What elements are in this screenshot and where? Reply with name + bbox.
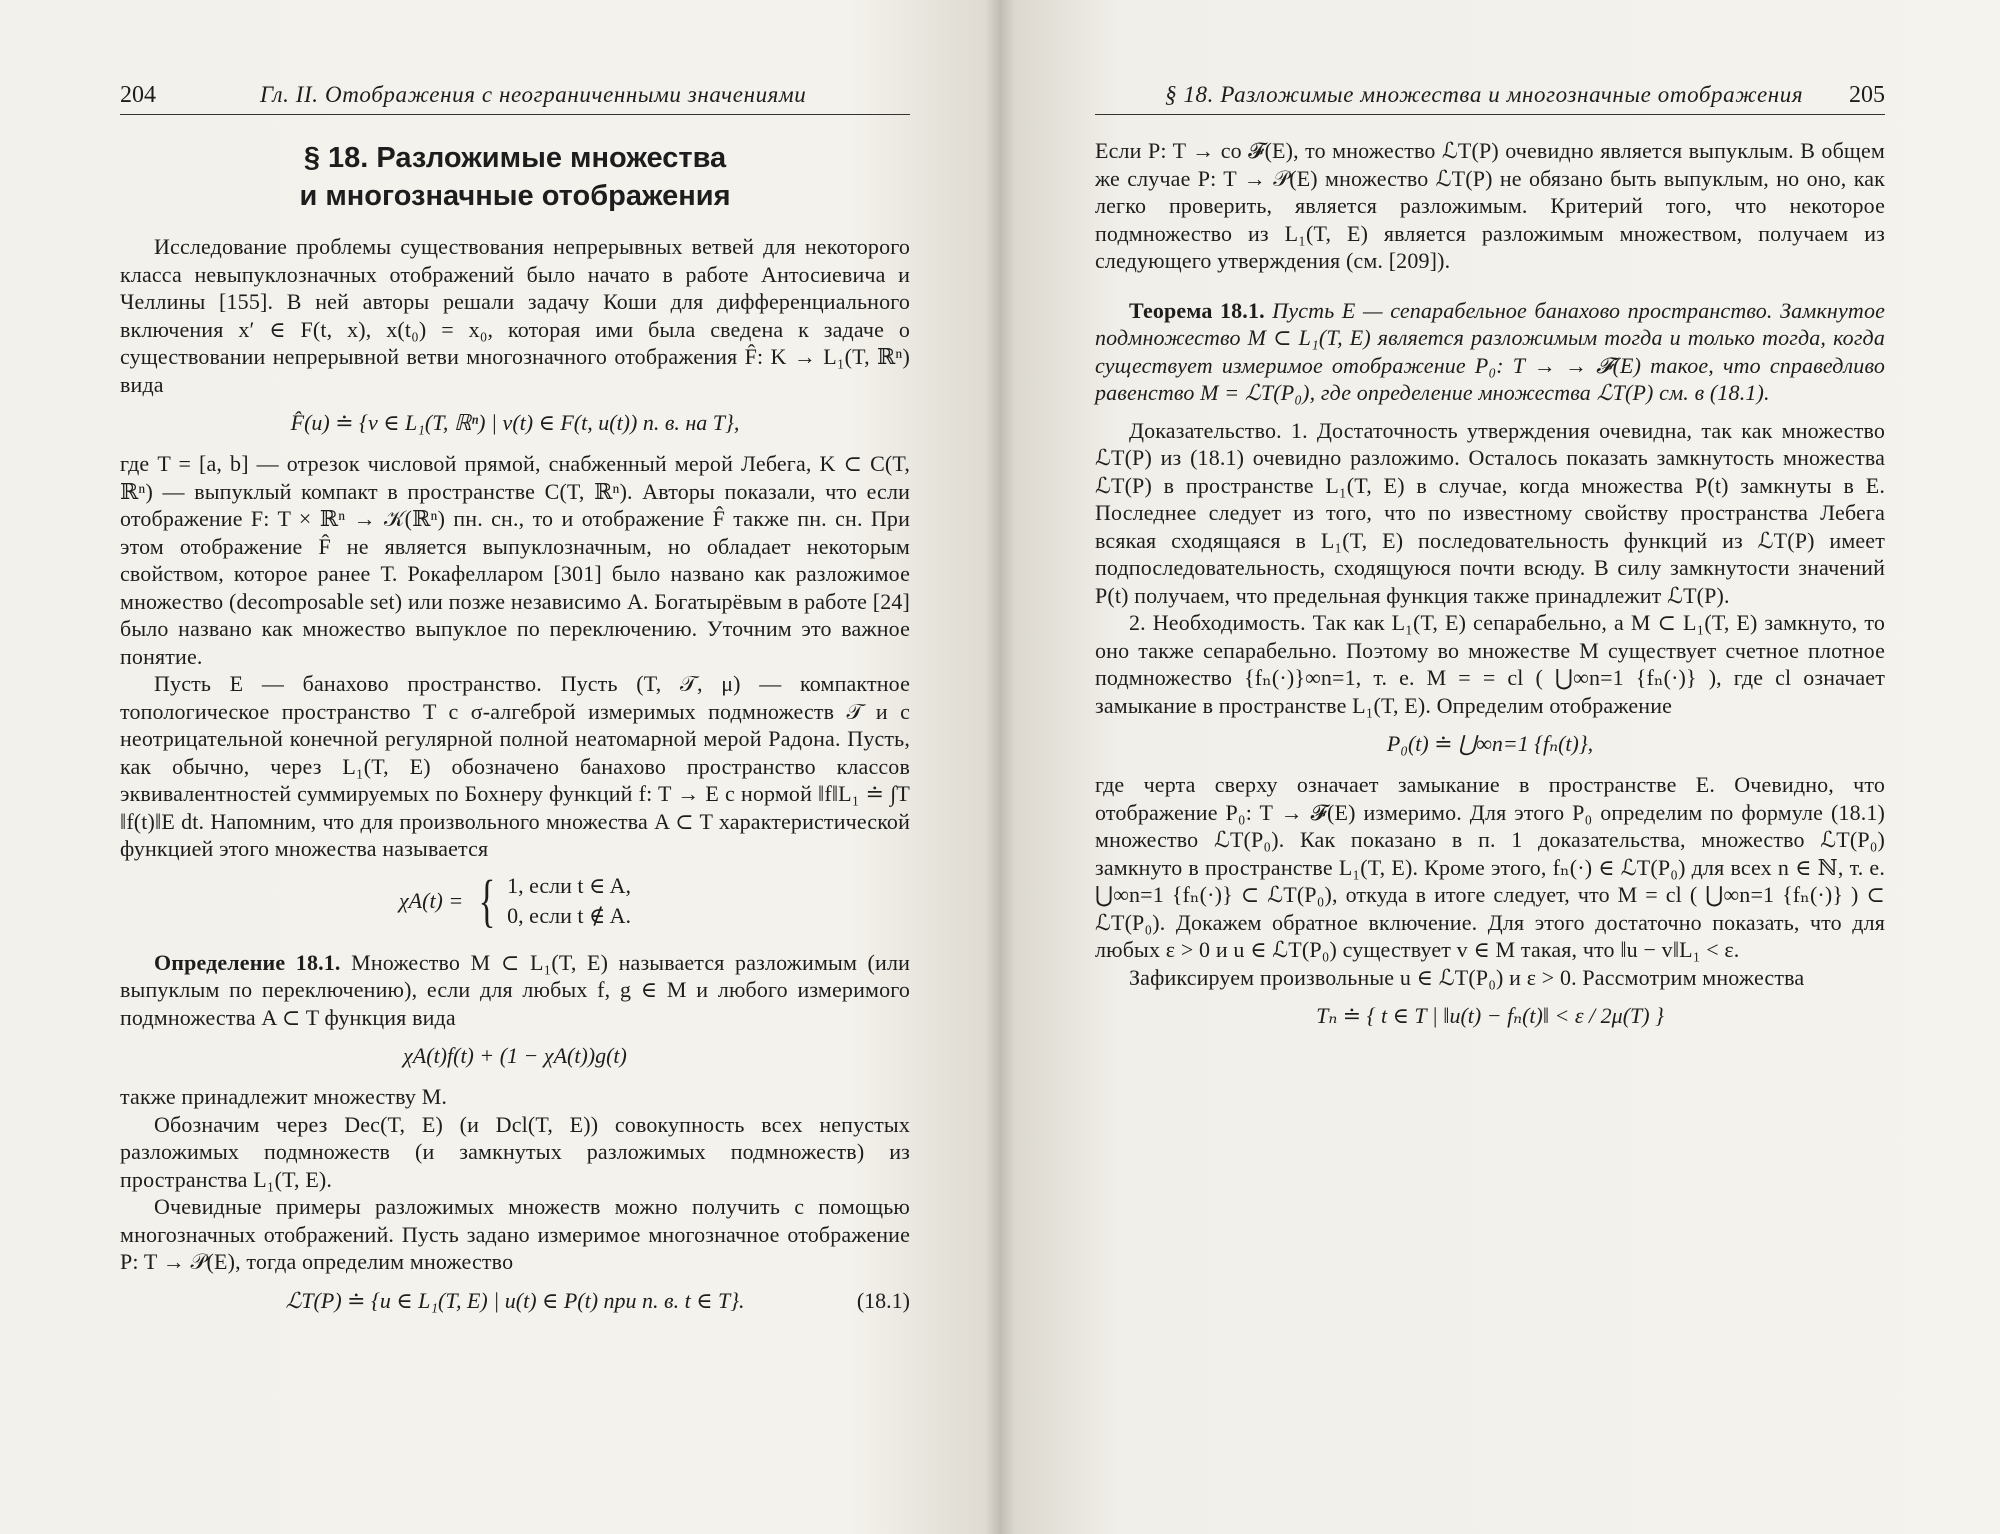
theorem-18-1	[1095, 297, 1885, 407]
proof-part-2: 2. Необходимость. Так как L₁(T, E) сепарабельно, а M ⊂ L₁(T, E) замкнуто, то оно также сепарабельно. Поэтому во множестве M существует счетное плотное подмножество {fₙ(·)}∞n=1, т. е. M = = cl ( ⋃∞n=1 {fₙ(·)} ), где cl означает замыкание в пространстве L₁(T, E). Определим отображение	[1095, 610, 1885, 718]
characteristic-function-formula	[120, 867, 910, 933]
right-text-column	[1095, 78, 1885, 1043]
chi-brace: {	[478, 867, 496, 933]
right-paragraph-3: где черта сверху означает замыкание в пространстве E. Очевидно, что отображение P₀: T → 𝓕(E) измеримо. Для этого P₀ определим по формуле (18.1) множество ℒT(P₀). Как показано в п. 1 доказательства, множество ℒT(P₀) замкнуто в пространстве L₁(T, E). Кроме этого, fₙ(·) ∈ ℒT(P₀) для всех n ∈ ℕ, т. е. ⋃∞n=1 {fₙ(·)} ⊂ ℒT(P₀), откуда в итоге следует, что M = cl ( ⋃∞n=1 {fₙ(·)} ) ⊂ ℒT(P₀). Докажем обратное включение. Для этого достаточно показать, что для любых ε > 0 и u ∈ ℒT(P₀) существует v ∈ M такая, что ‖u − v‖L₁ < ε.	[1095, 772, 1885, 962]
right-formula-1: P₀(t) ≐ ⋃∞n=1 {fₙ(t)},	[1386, 731, 1594, 756]
left-page-number: 204	[120, 82, 156, 108]
chi-cases	[507, 871, 631, 931]
chi-lhs: χA(t) =	[399, 887, 464, 913]
left-formula-3	[120, 1286, 910, 1316]
left-paragraph-3: Пусть E — банахово пространство. Пусть (T, 𝒯, μ) — компактное топологическое пространство T с σ-алгеброй измеримых подмножеств 𝒯 и с неотрицательной конечной регулярной полной неатомарной мерой Радона. Пусть, как обычно, через L₁(T, E) обозначено банахово пространство классов эквивалентностей суммируемых по Бохнеру функций f: T → E с нормой ‖f‖L₁ ≐ ∫T ‖f(t)‖E dt. Напомним, что для произвольного множества A ⊂ T характеристической функцией этого множества называется	[120, 671, 910, 861]
right-page	[1000, 0, 2000, 1534]
left-text-column	[120, 78, 910, 1328]
left-formula-1: F̂(u) ≐ {v ∈ L₁(T, ℝⁿ) | v(t) ∈ F(t, u(t)) п. в. на T},	[290, 410, 740, 435]
book-gutter	[985, 0, 1015, 1534]
left-running-header	[120, 78, 910, 115]
section-title	[120, 139, 910, 215]
right-formula-2: Tₙ ≐ { t ∈ T | ‖u(t) − fₙ(t)‖ < ε / 2μ(T) }	[1316, 1003, 1664, 1028]
left-running-title: Гл. II. Отображения с неограниченными значениями	[260, 82, 807, 107]
proof-part-1: Доказательство. 1. Достаточность утверждения очевидна, так как множество ℒT(P) из (18.1) очевидно разложимо. Осталось показать замкнутость множества ℒT(P) в пространстве L₁(T, E) в случае, когда множества P(t) замкнуты в E. Последнее следует из того, что по известному свойству пространства Лебега всякая сходящаяся в L₁(T, E) последовательность функций из ℒT(P) имеет подпоследовательность, сходящуюся почти всюду. В силу замкнутости значений P(t) получаем, что предельная функция также принадлежит ℒT(P).	[1095, 417, 1885, 608]
left-paragraph-4: также принадлежит множеству M.	[120, 1084, 448, 1109]
definition-18-1	[120, 949, 910, 1032]
right-paragraph-1: Если P: T → co 𝓕(E), то множество ℒT(P) очевидно является выпуклым. В общем же случае P: T → 𝒫(E) множество ℒT(P) не обязано быть выпуклым, но оно, как легко проверить, является разложимым. Критерий того, что некоторое подмножество из L₁(T, E) является разложимым множеством, получаем из следующего утверждения (см. [209]).	[1095, 138, 1885, 273]
left-formula-2: χA(t)f(t) + (1 − χA(t))g(t)	[403, 1043, 627, 1068]
definition-text: Множество M ⊂ L₁(T, E) называется разложимым (или выпуклым по переключению), если для любых f, g ∈ M и любого измеримого подмножества A ⊂ T функция вида	[120, 949, 911, 1030]
theorem-label: Теорема 18.1.	[1129, 297, 1265, 323]
right-page-number: 205	[1849, 82, 1885, 108]
left-paragraph-2: где T = [a, b] — отрезок числовой прямой, снабженный мерой Лебега, K ⊂ C(T, ℝⁿ) — выпуклый компакт в пространстве C(T, ℝⁿ). Авторы показали, что если отображение F: T × ℝⁿ → 𝒦(ℝⁿ) пн. сн., то и отображение F̂ также пн. сн. При этом отображение F̂ не является выпуклозначным, но обладает некоторым свойством, которое ранее Т. Рокафелларом [301] было названо как разложимое множество (decomposable set) или позже независимо А. Богатырёвым в работе [24] было названо как множество выпуклое по переключению. Уточним это важное понятие.	[120, 451, 910, 669]
right-running-header	[1095, 78, 1885, 115]
chi-case-1: 1, если t ∈ A,	[507, 872, 631, 898]
right-running-title: § 18. Разложимые множества и многозначные отображения	[1165, 82, 1804, 107]
section-title-line2: и многозначные отображения	[299, 180, 731, 212]
definition-label: Определение 18.1.	[154, 949, 341, 975]
theorem-text: Пусть E — сепарабельное банахово пространство. Замкнутое подмножество M ⊂ L₁(T, E) является разложимым тогда и только тогда, когда существует измеримое отображение P₀: T → → 𝓕(E) такое, что справедливо равенство M = ℒT(P₀), где определение множества ℒT(P) см. в (18.1).	[1095, 297, 1886, 405]
section-title-line1: § 18. Разложимые множества	[303, 142, 727, 174]
left-paragraph-6: Очевидные примеры разложимых множеств можно получить с помощью многозначных отображений. Пусть задано измеримое многозначное отображение P: T → 𝒫(E), тогда определим множество	[120, 1194, 910, 1274]
equation-number-18-1: (18.1)	[856, 1287, 910, 1313]
chi-case-2: 0, если t ∉ A.	[507, 902, 631, 928]
right-paragraph-4: Зафиксируем произвольные u ∈ ℒT(P₀) и ε > 0. Рассмотрим множества	[1129, 964, 1805, 990]
left-paragraph-5: Обозначим через Dec(T, E) (и Dcl(T, E)) совокупность всех непустых разложимых подмножеств (и замкнутых разложимых подмножеств) из пространства L₁(T, E).	[120, 1111, 910, 1192]
formula-18-1: ℒT(P) ≐ {u ∈ L₁(T, E) | u(t) ∈ P(t) при п. в. t ∈ T}.	[285, 1287, 745, 1313]
left-paragraph-1: Исследование проблемы существования непрерывных ветвей для некоторого класса невыпуклозначных отображений было начато в работе Антосиевича и Челлины [155]. В ней авторы решали задачу Коши для дифференциального включения x′ ∈ F(t, x), x(t₀) = x₀, которая ими была сведена к задаче о существовании непрерывной ветви многозначного отображения F̂: K → L₁(T, ℝⁿ) вида	[120, 234, 910, 397]
